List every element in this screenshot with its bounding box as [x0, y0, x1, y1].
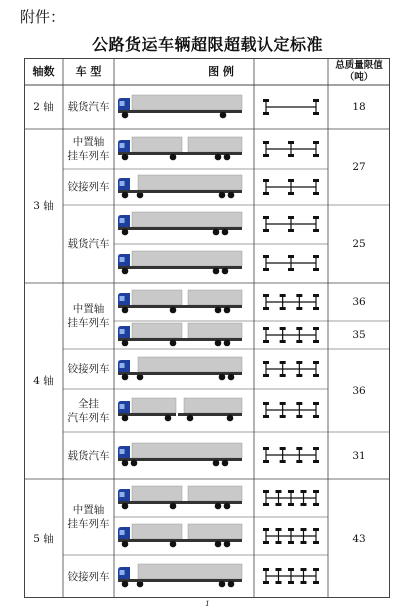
type-full-trailer-4axle [63, 389, 114, 432]
wheel-icon [122, 503, 129, 510]
tire-icon [288, 192, 294, 195]
vehicle-rigid-3-icon [118, 251, 242, 274]
tire-icon [301, 528, 307, 531]
tire-icon [313, 361, 319, 364]
window-icon [120, 101, 125, 106]
wheel-icon [122, 581, 129, 588]
standards-table [24, 58, 390, 598]
vehicle-rigid-4-icon [118, 443, 242, 466]
type-label-line: 载货汽车 [67, 449, 110, 462]
type-label-line: 铰接列车 [67, 181, 110, 193]
type-center-axle-4axle [63, 283, 114, 349]
cargo-box-icon [188, 323, 242, 338]
type-label-line: 中置轴 [72, 136, 105, 148]
tire-icon [313, 402, 319, 405]
tire-icon [263, 99, 269, 102]
window-icon [120, 218, 125, 223]
cargo-box-icon [188, 524, 242, 539]
type-label-line: 载货汽车 [67, 101, 110, 113]
cargo-box-icon [188, 290, 242, 305]
wheel-icon [222, 229, 229, 236]
limit-3axle-truck: 25 [352, 238, 366, 250]
tire-icon [313, 192, 319, 195]
window-icon [120, 181, 125, 186]
axle-group-2: 2 轴 [33, 101, 54, 113]
tire-icon [288, 490, 294, 493]
chassis-icon [138, 190, 242, 193]
tire-icon [263, 327, 269, 330]
cargo-box-icon [132, 290, 182, 305]
wheel-icon [122, 154, 129, 161]
type-articulated-3axle [63, 169, 114, 205]
tire-icon [313, 268, 319, 271]
wheel-icon [122, 460, 129, 467]
wheel-icon [222, 268, 229, 275]
tire-icon [263, 460, 269, 463]
tire-icon [296, 402, 302, 405]
tire-icon [263, 340, 269, 343]
wheel-icon [122, 374, 129, 381]
wheel-icon [170, 307, 177, 314]
type-label-line: 铰接列车 [67, 363, 110, 375]
tire-icon [288, 568, 294, 571]
type-articulated-4axle [63, 349, 114, 389]
cargo-box-icon [184, 398, 242, 413]
axle-diagram-icon [263, 141, 319, 157]
tire-icon [263, 568, 269, 571]
window-icon [120, 492, 125, 497]
axle-group-3: 3 轴 [33, 200, 54, 212]
tire-icon [296, 447, 302, 450]
tire-icon [288, 229, 294, 232]
tire-icon [280, 460, 286, 463]
limit-3axle-trains: 27 [352, 161, 366, 173]
vehicle-semi-icon [118, 357, 242, 380]
header-axles: 轴数 [32, 64, 55, 78]
limit-5axle: 43 [352, 532, 366, 545]
axle-diagram-icon [263, 99, 319, 115]
wheel-icon [219, 374, 226, 381]
type-truck-3axle [63, 205, 114, 283]
vehicle-fulltrailer-icon [118, 398, 242, 421]
wheel-icon [170, 503, 177, 510]
cargo-box-icon [132, 137, 182, 152]
tire-icon [263, 229, 269, 232]
tire-icon [288, 528, 294, 531]
wheel-icon [215, 307, 222, 314]
header-limit [328, 58, 390, 85]
tire-icon [263, 447, 269, 450]
wheel-icon [213, 268, 220, 275]
axle-diagram-icon [263, 490, 319, 506]
vehicle-semi-icon [118, 175, 242, 198]
tire-icon [313, 374, 319, 377]
wheel-icon [222, 460, 229, 467]
axle-diagram-icon [263, 255, 319, 271]
tire-icon [313, 294, 319, 297]
type-label-line: 全挂 [78, 397, 99, 410]
axle-diagram-icon [263, 568, 319, 584]
chassis-icon [182, 152, 242, 155]
axle-diagram-icon [263, 327, 319, 343]
attachment-label: 附件： [20, 8, 66, 26]
limit-4axle-center-a: 36 [352, 296, 366, 308]
tire-icon [313, 141, 319, 144]
tire-icon [263, 141, 269, 144]
vehicle-drawbar-icon [118, 290, 242, 313]
chassis-icon [138, 372, 242, 375]
tire-icon [288, 581, 294, 584]
limit-2axle-truck: 18 [352, 101, 366, 113]
cargo-box-icon [138, 357, 242, 372]
tire-icon [296, 327, 302, 330]
tire-icon [280, 307, 286, 310]
tire-icon [313, 340, 319, 343]
type-label-line: 载货汽车 [67, 238, 110, 250]
type-truck-4axle [63, 432, 114, 479]
window-icon [120, 329, 125, 334]
header-illustration: 图 例 [208, 64, 234, 78]
wheel-icon [215, 340, 222, 347]
window-icon [120, 143, 125, 148]
window-icon [120, 257, 125, 262]
type-center-axle-5axle [63, 479, 114, 555]
vehicle-rigid-2-icon [118, 95, 242, 118]
limit-4axle-center-b: 35 [352, 329, 366, 341]
wheel-icon [228, 192, 235, 199]
axle-diagram-icon [263, 294, 319, 310]
cargo-box-icon [132, 524, 182, 539]
type-label-line: 中置轴 [72, 303, 105, 315]
wheel-icon [224, 541, 231, 548]
wheel-icon [219, 581, 226, 588]
wheel-icon [220, 112, 227, 119]
limit-4axle-truck: 31 [352, 449, 366, 462]
window-icon [120, 404, 125, 409]
axle-group-5: 5 轴 [33, 532, 54, 545]
tire-icon [313, 541, 319, 544]
wheel-icon [170, 340, 177, 347]
header-limit-line1: 总质量限值 [335, 59, 383, 71]
wheel-icon [122, 229, 129, 236]
tire-icon [263, 179, 269, 182]
page-number: 1 [205, 600, 210, 608]
tire-icon [313, 490, 319, 493]
tire-icon [288, 268, 294, 271]
type-label-line: 中置轴 [72, 504, 105, 516]
vehicle-drawbar-icon [118, 486, 242, 509]
wheel-icon [122, 268, 129, 275]
tire-icon [280, 327, 286, 330]
tire-icon [313, 415, 319, 418]
tire-icon [280, 374, 286, 377]
chassis-icon [182, 305, 242, 308]
tire-icon [280, 402, 286, 405]
tire-icon [288, 179, 294, 182]
wheel-icon [122, 307, 129, 314]
wheel-icon [219, 192, 226, 199]
type-label-line: 汽车列车 [67, 411, 110, 424]
tire-icon [280, 415, 286, 418]
tire-icon [301, 503, 307, 506]
tire-icon [313, 154, 319, 157]
tire-icon [263, 581, 269, 584]
tire-icon [313, 307, 319, 310]
tire-icon [263, 541, 269, 544]
window-icon [120, 296, 125, 301]
chassis-icon [182, 501, 242, 504]
tire-icon [263, 154, 269, 157]
axle-diagram-icon [263, 528, 319, 544]
window-icon [120, 570, 125, 575]
cargo-box-icon [132, 251, 242, 266]
tire-icon [313, 216, 319, 219]
tire-icon [313, 568, 319, 571]
type-articulated-5axle [63, 555, 114, 598]
tire-icon [276, 581, 282, 584]
tire-icon [296, 307, 302, 310]
wheel-icon [224, 307, 231, 314]
tire-icon [296, 361, 302, 364]
type-label-line: 铰接列车 [67, 570, 110, 583]
tire-icon [263, 402, 269, 405]
cargo-box-icon [132, 486, 182, 501]
tire-icon [301, 581, 307, 584]
wheel-icon [213, 460, 220, 467]
wheel-icon [227, 415, 234, 422]
type-truck-2axle [63, 85, 114, 129]
tire-icon [313, 503, 319, 506]
window-icon [120, 449, 125, 454]
tire-icon [263, 490, 269, 493]
axle-diagram-icon [263, 361, 319, 377]
cargo-box-icon [138, 175, 242, 190]
header-vehicle-type: 车 型 [75, 64, 102, 78]
tire-icon [313, 581, 319, 584]
vehicle-drawbar-icon [118, 524, 242, 547]
cargo-box-icon [132, 212, 242, 227]
wheel-icon [224, 503, 231, 510]
tire-icon [276, 490, 282, 493]
tire-icon [263, 268, 269, 271]
tire-icon [296, 340, 302, 343]
wheel-icon [213, 229, 220, 236]
vehicle-drawbar-icon [118, 323, 242, 346]
tire-icon [288, 216, 294, 219]
tire-icon [313, 327, 319, 330]
type-center-axle-3axle [63, 129, 114, 169]
wheel-icon [187, 415, 194, 422]
window-icon [120, 363, 125, 368]
tire-icon [288, 541, 294, 544]
wheel-icon [215, 541, 222, 548]
tire-icon [263, 192, 269, 195]
vehicle-semi-icon [118, 564, 242, 587]
cargo-box-icon [132, 95, 242, 110]
cargo-box-icon [132, 443, 242, 458]
tire-icon [288, 255, 294, 258]
tire-icon [280, 294, 286, 297]
wheel-icon [224, 154, 231, 161]
tire-icon [263, 415, 269, 418]
tire-icon [301, 568, 307, 571]
wheel-icon [228, 581, 235, 588]
wheel-icon [131, 460, 138, 467]
tire-icon [280, 447, 286, 450]
wheel-icon [224, 340, 231, 347]
tire-icon [276, 568, 282, 571]
tire-icon [263, 255, 269, 258]
axle-diagram-icon [263, 402, 319, 418]
wheel-icon [122, 112, 129, 119]
wheel-icon [165, 415, 172, 422]
tire-icon [276, 503, 282, 506]
cargo-box-icon [188, 486, 242, 501]
tire-icon [313, 99, 319, 102]
tire-icon [263, 112, 269, 115]
tire-icon [263, 528, 269, 531]
wheel-icon [215, 154, 222, 161]
tire-icon [288, 503, 294, 506]
tire-icon [263, 503, 269, 506]
tire-icon [313, 255, 319, 258]
tire-icon [296, 415, 302, 418]
cargo-box-icon [188, 137, 242, 152]
wheel-icon [122, 340, 129, 347]
vehicle-rigid-3-icon [118, 212, 242, 235]
axle-diagram-icon [263, 179, 319, 195]
tire-icon [263, 361, 269, 364]
axle-group-4: 4 轴 [33, 375, 54, 387]
tire-icon [301, 541, 307, 544]
tire-icon [263, 307, 269, 310]
type-label-line: 挂车列车 [67, 317, 110, 329]
tire-icon [296, 460, 302, 463]
chassis-icon [182, 338, 242, 341]
tire-icon [263, 374, 269, 377]
tire-icon [263, 294, 269, 297]
chassis-icon [138, 579, 242, 582]
document-title: 公路货运车辆超限超载认定标准 [91, 35, 323, 54]
axle-diagram-icon [263, 216, 319, 232]
tire-icon [313, 229, 319, 232]
header-limit-line2: （吨） [344, 71, 374, 83]
tire-icon [296, 374, 302, 377]
axle-diagram-icon [263, 447, 319, 463]
wheel-icon [215, 503, 222, 510]
tire-icon [313, 112, 319, 115]
cargo-box-icon [138, 564, 242, 579]
wheel-icon [122, 192, 129, 199]
tire-icon [288, 154, 294, 157]
tire-icon [263, 216, 269, 219]
vehicle-drawbar-icon [118, 137, 242, 160]
type-label-line: 挂车列车 [67, 150, 110, 162]
tire-icon [313, 460, 319, 463]
limit-4axle-trains: 36 [352, 384, 366, 397]
wheel-icon [228, 374, 235, 381]
tire-icon [276, 541, 282, 544]
tire-icon [313, 528, 319, 531]
tire-icon [296, 294, 302, 297]
tire-icon [301, 490, 307, 493]
tire-icon [288, 141, 294, 144]
chassis-icon [178, 413, 242, 416]
window-icon [120, 530, 125, 535]
tire-icon [313, 179, 319, 182]
wheel-icon [170, 541, 177, 548]
tire-icon [276, 528, 282, 531]
tire-icon [280, 340, 286, 343]
tire-icon [280, 361, 286, 364]
wheel-icon [122, 415, 129, 422]
cargo-box-icon [132, 323, 182, 338]
wheel-icon [122, 541, 129, 548]
tire-icon [313, 447, 319, 450]
wheel-icon [170, 154, 177, 161]
cargo-box-icon [132, 398, 176, 413]
type-label-line: 挂车列车 [67, 518, 110, 530]
chassis-icon [182, 539, 242, 542]
